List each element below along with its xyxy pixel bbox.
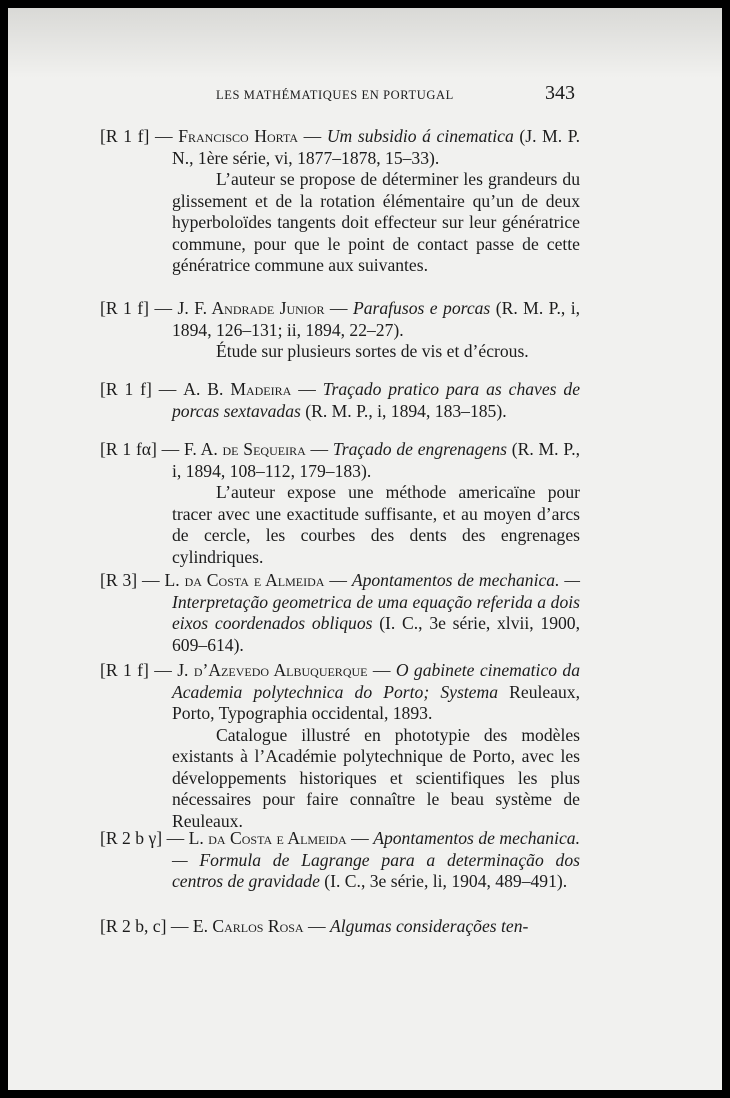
entry-author: A. B. Madeira — [183, 379, 292, 399]
entry-title: Traçado de engrenagens — [332, 439, 507, 459]
classification-code: [R 1 f] — [100, 126, 150, 146]
entry-citation: [R 1 f] — A. B. Madeira — Traçado pratico para as chaves de porcas sextavadas (R. M. P., i, 1894, 183–185). — [100, 379, 581, 421]
entry-imprint: (I. C., 3e série, xlvii, 1900, 609–614). — [172, 613, 580, 655]
bibliography-entry — [100, 828, 580, 893]
bibliography-entry — [100, 126, 580, 277]
page-number: 343 — [545, 82, 575, 104]
entry-title: Parafusos e porcas — [352, 298, 491, 318]
entry-author: J. F. Andrade Junior — [177, 298, 325, 318]
entry-author: J. d’Azevedo Albuquerque — [177, 660, 368, 680]
entry-citation: [R 1 f] — J. d’Azevedo Albuquerque — O gabinete cinematico da Academia polytechnica do Porto; Systema Reuleaux, Porto, Typographia occidental, 1893. — [100, 660, 581, 723]
entry-imprint: (I. C., 3e série, li, 1904, 489–491). — [324, 871, 568, 891]
entry-author: F. A. de Sequeira — [184, 439, 306, 459]
entry-abstract: L’auteur expose une méthode americaïne pour tracer avec une exactitude suffisante, et au moyen d’arcs de cercle, les courbes des dents des engrenages cylindriques. — [172, 482, 580, 567]
entry-citation: [R 2 b, c] — E. Carlos Rosa — Algumas considerações ten- — [100, 916, 529, 936]
entry-imprint: Reuleaux, Porto, Typographia occidental, 1893. — [172, 681, 580, 723]
classification-code: [R 1 f] — [100, 379, 152, 399]
entry-author: L. da Costa e Almeida — [164, 570, 325, 590]
scan-shadow — [8, 8, 722, 78]
entry-title: Traçado pratico para as chaves de porcas sextavadas — [172, 379, 581, 421]
entry-author: E. Carlos Rosa — [192, 916, 304, 936]
entry-imprint: (R. M. P., i, 1894, 126–131; ii, 1894, 22–27). — [172, 298, 581, 340]
entry-imprint: (J. M. P. N., 1ère série, vi, 1877–1878, 15–33). — [172, 126, 580, 168]
classification-code: [R 1 f] — [100, 660, 149, 680]
bibliography-entry — [100, 570, 580, 656]
page-header — [8, 82, 722, 108]
entry-title: Apontamentos de mechanica. — Formula de Lagrange para a determinação dos centros de gravidade — [172, 828, 580, 891]
bibliography-entry — [100, 916, 580, 938]
entry-author: Francisco Horta — [178, 126, 298, 146]
entry-citation: [R 2 b γ] — L. da Costa e Almeida — Apontamentos de mechanica. — Formula de Lagrange para a determinação dos centros de gravidade (I. C., 3e série, li, 1904, 489–491). — [100, 828, 580, 891]
entry-title: Um subsidio á cinematica — [326, 126, 514, 146]
entry-author: L. da Costa e Almeida — [188, 828, 347, 848]
classification-code: [R 1 f] — [100, 298, 150, 318]
entry-citation: [R 1 f] — Francisco Horta — Um subsidio á cinematica (J. M. P. N., 1ère série, vi, 1877–1878, 15–33). — [100, 126, 580, 168]
classification-code: [R 1 fα] — [100, 439, 157, 459]
classification-code: [R 3] — [100, 570, 138, 590]
bibliography-entry — [100, 379, 580, 422]
entry-citation: [R 3] — L. da Costa e Almeida — Apontamentos de mechanica. — Interpretação geometrica de uma equação referida a dois eixos coordenados obliquos (I. C., 3e série, xlvii, 1900, 609–614). — [100, 570, 581, 655]
classification-code: [R 2 b, c] — [100, 916, 167, 936]
classification-code: [R 2 b γ] — [100, 828, 163, 848]
entry-abstract: L’auteur se propose de déterminer les grandeurs du glissement et de la rotation élémentaire qu’un de deux hyperboloïdes tangents doit effecteur sur leur génératrice commune, pour que le point de contact passe de cette génératrice commune aux suivantes. — [172, 169, 580, 275]
entry-citation: [R 1 f] — J. F. Andrade Junior — Parafusos e porcas (R. M. P., i, 1894, 126–131; ii, 1894, 22–27). — [100, 298, 581, 340]
book-page — [8, 8, 722, 1090]
entry-title: Apontamentos de mechanica. — Interpretação geometrica de uma equação referida a dois eixos coordenados obliquos — [172, 570, 581, 633]
entry-abstract: Catalogue illustré en phototypie des modèles existants à l’Académie polytechnique de Porto, avec les développements historiques et scientifiques les plus nécessaires pour faire connaître le beau système de Reuleaux. — [172, 724, 580, 831]
entry-citation: [R 1 fα] — F. A. de Sequeira — Traçado de engrenagens (R. M. P., i, 1894, 108–112, 179–183). — [100, 439, 580, 481]
bibliography-entry — [100, 439, 580, 568]
entry-title: Algumas considerações ten- — [330, 916, 529, 936]
entry-imprint: (R. M. P., i, 1894, 108–112, 179–183). — [172, 439, 580, 481]
bibliography-entry — [100, 660, 580, 832]
entry-imprint: (R. M. P., i, 1894, 183–185). — [305, 400, 507, 421]
entry-abstract: Étude sur plusieurs sortes de vis et d’écrous. — [216, 341, 529, 361]
entry-title: O gabinete cinematico da Academia polytechnica do Porto; Systema — [172, 660, 581, 702]
running-title: LES MATHÉMATIQUES EN PORTUGAL — [216, 88, 454, 102]
bibliography-entry — [100, 298, 580, 363]
